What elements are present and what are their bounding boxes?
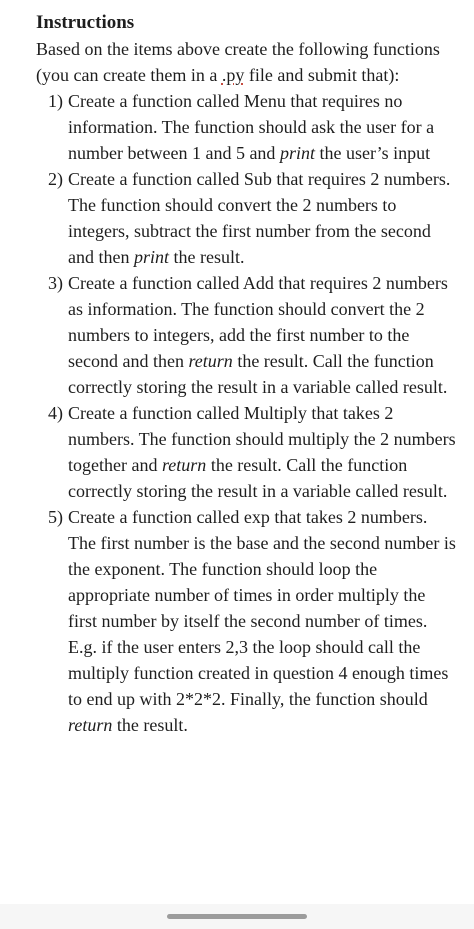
item-text: Create a function called exp that takes 2 numbers. The first number is the base and the second number is the exponent. The function should loop the appropriate number of times in order multiply the first number by itself the second number of times. E.g. if the user enters 2,3 the loop should call the multiply function created in question 4 enough times to end up with 2*2*2. Finally, the function should xyxy=(68,507,456,709)
item-text: the user’s input xyxy=(314,143,431,163)
list-item xyxy=(36,270,456,400)
intro-text-after: file and submit that): xyxy=(244,65,400,85)
list-item xyxy=(36,504,456,738)
instruction-list xyxy=(36,88,456,738)
emphasized-keyword: return xyxy=(161,455,207,475)
list-item xyxy=(36,88,456,166)
emphasized-keyword: print xyxy=(279,143,315,163)
list-item xyxy=(36,400,456,504)
list-number: 3) xyxy=(48,273,63,293)
item-text: Create a function called Multiply that takes 2 numbers. The function should multiply the 2 numbers together and xyxy=(68,403,456,475)
emphasized-keyword: print xyxy=(133,247,169,267)
section-heading: Instructions xyxy=(36,12,135,33)
item-text: the result. xyxy=(112,715,188,735)
item-text: the result. xyxy=(169,247,245,267)
emphasized-keyword: return xyxy=(188,351,233,371)
file-extension: .py xyxy=(221,65,245,85)
document-body xyxy=(36,10,456,738)
home-indicator[interactable] xyxy=(167,914,307,919)
list-number: 4) xyxy=(48,403,63,423)
item-text: Create a function called Add that requires 2 numbers as information. The function should convert the 2 numbers to integers, add the first number to the second and then xyxy=(68,273,448,371)
list-number: 5) xyxy=(48,507,63,527)
item-text: the result. Call the function correctly storing the result in a variable called result. xyxy=(68,455,448,501)
item-text: Create a function called Sub that requires 2 numbers. The function should convert the 2 numbers to integers, subtract the first number from the second and then xyxy=(68,169,451,267)
item-text: the result. Call the function correctly storing the result in a variable called result. xyxy=(68,351,448,397)
emphasized-keyword: return xyxy=(68,715,113,735)
intro-paragraph xyxy=(36,36,456,88)
item-text: Create a function called Menu that requires no information. The function should ask the user for a number between 1 and 5 and xyxy=(68,91,435,163)
list-number: 2) xyxy=(48,169,63,189)
list-item xyxy=(36,166,456,270)
intro-text-before: Based on the items above create the following functions (you can create them in a xyxy=(36,39,440,85)
list-number: 1) xyxy=(48,91,63,111)
